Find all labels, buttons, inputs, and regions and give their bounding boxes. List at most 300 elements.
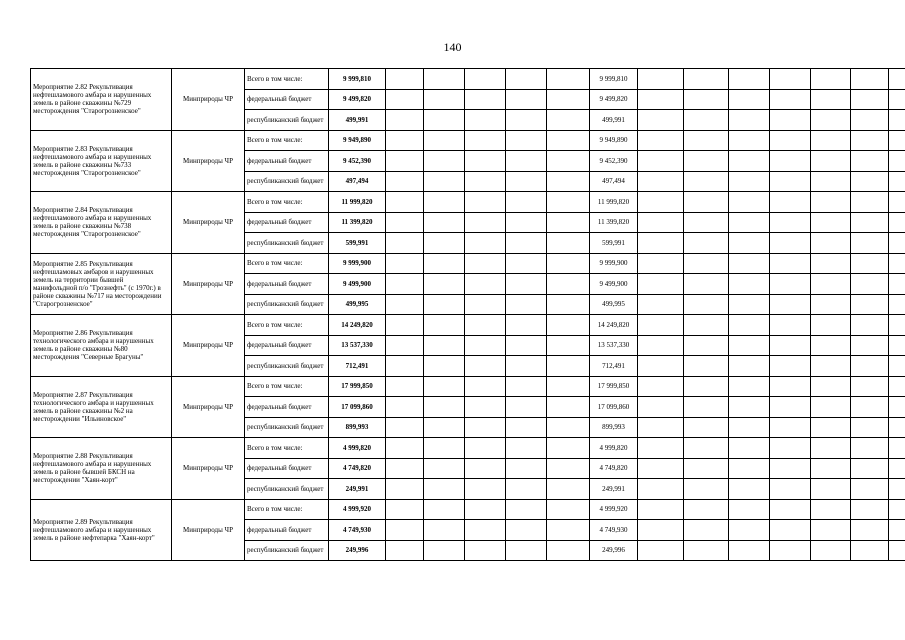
empty-cell xyxy=(506,479,547,500)
empty-cell xyxy=(424,151,465,172)
empty-cell xyxy=(506,397,547,418)
empty-cell xyxy=(465,233,506,254)
empty-cell xyxy=(547,458,590,479)
empty-cell xyxy=(547,376,590,397)
empty-cell xyxy=(424,192,465,213)
funding-source-cell: федеральный бюджет xyxy=(245,520,329,541)
empty-cell xyxy=(547,89,590,110)
empty-cell xyxy=(465,151,506,172)
year-amount-cell: 9 452,390 xyxy=(590,151,638,172)
empty-cell xyxy=(638,69,684,90)
executor-cell: Минприроды ЧР xyxy=(172,253,245,315)
empty-cell xyxy=(638,233,684,254)
empty-cell xyxy=(386,335,424,356)
empty-cell xyxy=(811,376,851,397)
funding-source-cell: федеральный бюджет xyxy=(245,151,329,172)
empty-cell xyxy=(386,171,424,192)
empty-cell xyxy=(889,69,905,90)
empty-cell xyxy=(424,499,465,520)
empty-cell xyxy=(851,417,889,438)
empty-cell xyxy=(889,212,905,233)
empty-cell xyxy=(729,458,770,479)
year-amount-cell: 499,991 xyxy=(590,110,638,131)
funding-source-cell: федеральный бюджет xyxy=(245,397,329,418)
empty-cell xyxy=(811,438,851,459)
empty-cell xyxy=(506,110,547,131)
empty-cell xyxy=(638,274,684,295)
empty-cell xyxy=(506,294,547,315)
empty-cell xyxy=(889,130,905,151)
funding-source-cell: Всего в том числе: xyxy=(245,315,329,336)
empty-cell xyxy=(811,110,851,131)
empty-cell xyxy=(770,438,811,459)
empty-cell xyxy=(684,233,729,254)
empty-cell xyxy=(638,499,684,520)
total-amount-cell: 9 499,900 xyxy=(329,274,386,295)
empty-cell xyxy=(811,89,851,110)
year-amount-cell: 17 099,860 xyxy=(590,397,638,418)
executor-cell: Минприроды ЧР xyxy=(172,438,245,500)
empty-cell xyxy=(547,397,590,418)
empty-cell xyxy=(889,294,905,315)
empty-cell xyxy=(851,89,889,110)
empty-cell xyxy=(638,417,684,438)
empty-cell xyxy=(547,438,590,459)
empty-cell xyxy=(729,151,770,172)
empty-cell xyxy=(465,253,506,274)
empty-cell xyxy=(386,520,424,541)
empty-cell xyxy=(811,397,851,418)
empty-cell xyxy=(851,274,889,295)
empty-cell xyxy=(547,274,590,295)
empty-cell xyxy=(386,540,424,561)
empty-cell xyxy=(851,540,889,561)
total-amount-cell: 4 749,820 xyxy=(329,458,386,479)
funding-source-cell: федеральный бюджет xyxy=(245,89,329,110)
empty-cell xyxy=(684,356,729,377)
table-row xyxy=(31,69,905,90)
empty-cell xyxy=(506,376,547,397)
empty-cell xyxy=(424,540,465,561)
empty-cell xyxy=(770,540,811,561)
empty-cell xyxy=(811,212,851,233)
empty-cell xyxy=(811,192,851,213)
funding-source-cell: федеральный бюджет xyxy=(245,274,329,295)
year-amount-cell: 712,491 xyxy=(590,356,638,377)
empty-cell xyxy=(465,335,506,356)
empty-cell xyxy=(506,438,547,459)
empty-cell xyxy=(424,356,465,377)
empty-cell xyxy=(547,151,590,172)
empty-cell xyxy=(638,171,684,192)
empty-cell xyxy=(684,397,729,418)
empty-cell xyxy=(770,69,811,90)
empty-cell xyxy=(506,89,547,110)
year-amount-cell: 11 399,820 xyxy=(590,212,638,233)
empty-cell xyxy=(684,151,729,172)
empty-cell xyxy=(811,417,851,438)
year-amount-cell: 9 949,890 xyxy=(590,130,638,151)
executor-cell: Минприроды ЧР xyxy=(172,376,245,438)
empty-cell xyxy=(684,110,729,131)
empty-cell xyxy=(770,171,811,192)
empty-cell xyxy=(424,212,465,233)
empty-cell xyxy=(506,458,547,479)
empty-cell xyxy=(465,540,506,561)
empty-cell xyxy=(638,458,684,479)
empty-cell xyxy=(424,438,465,459)
empty-cell xyxy=(684,192,729,213)
empty-cell xyxy=(851,479,889,500)
empty-cell xyxy=(465,69,506,90)
empty-cell xyxy=(811,520,851,541)
table-row xyxy=(31,499,905,520)
event-cell: Мероприятие 2.88 Рекультивация нефтешламового амбара и нарушенных земель в районе бывшей БКСН на месторождении "Хаян-корт" xyxy=(31,438,172,500)
empty-cell xyxy=(386,274,424,295)
empty-cell xyxy=(851,130,889,151)
empty-cell xyxy=(729,540,770,561)
year-amount-cell: 4 999,820 xyxy=(590,438,638,459)
empty-cell xyxy=(386,376,424,397)
funding-source-cell: республиканский бюджет xyxy=(245,294,329,315)
empty-cell xyxy=(889,274,905,295)
table-row xyxy=(31,315,905,336)
empty-cell xyxy=(770,520,811,541)
empty-cell xyxy=(851,192,889,213)
table-row xyxy=(31,192,905,213)
empty-cell xyxy=(729,233,770,254)
empty-cell xyxy=(889,233,905,254)
empty-cell xyxy=(889,151,905,172)
empty-cell xyxy=(729,499,770,520)
empty-cell xyxy=(684,274,729,295)
empty-cell xyxy=(729,294,770,315)
total-amount-cell: 249,996 xyxy=(329,540,386,561)
empty-cell xyxy=(465,356,506,377)
year-amount-cell: 9 499,900 xyxy=(590,274,638,295)
empty-cell xyxy=(684,458,729,479)
empty-cell xyxy=(386,89,424,110)
table-row xyxy=(31,253,905,274)
empty-cell xyxy=(386,253,424,274)
empty-cell xyxy=(424,233,465,254)
empty-cell xyxy=(811,315,851,336)
empty-cell xyxy=(638,520,684,541)
empty-cell xyxy=(465,110,506,131)
empty-cell xyxy=(638,335,684,356)
empty-cell xyxy=(506,130,547,151)
empty-cell xyxy=(424,110,465,131)
empty-cell xyxy=(386,356,424,377)
event-cell: Мероприятие 2.86 Рекультивация технологического амбара и нарушенных земель в районе скважины №80 месторождения "Северные Брагуны" xyxy=(31,315,172,377)
empty-cell xyxy=(770,253,811,274)
empty-cell xyxy=(851,171,889,192)
empty-cell xyxy=(770,479,811,500)
empty-cell xyxy=(465,458,506,479)
empty-cell xyxy=(547,212,590,233)
empty-cell xyxy=(811,458,851,479)
empty-cell xyxy=(547,192,590,213)
empty-cell xyxy=(386,130,424,151)
empty-cell xyxy=(811,69,851,90)
empty-cell xyxy=(638,315,684,336)
event-cell: Мероприятие 2.84 Рекультивация нефтешламового амбара и нарушенных земель в районе скважины №738 месторождения "Старогрозненское" xyxy=(31,192,172,254)
total-amount-cell: 9 452,390 xyxy=(329,151,386,172)
empty-cell xyxy=(889,315,905,336)
empty-cell xyxy=(547,233,590,254)
total-amount-cell: 13 537,330 xyxy=(329,335,386,356)
empty-cell xyxy=(547,335,590,356)
empty-cell xyxy=(424,253,465,274)
year-amount-cell: 9 999,900 xyxy=(590,253,638,274)
empty-cell xyxy=(811,130,851,151)
empty-cell xyxy=(729,376,770,397)
empty-cell xyxy=(889,89,905,110)
empty-cell xyxy=(386,294,424,315)
empty-cell xyxy=(638,192,684,213)
budget-table xyxy=(30,68,905,561)
empty-cell xyxy=(889,376,905,397)
empty-cell xyxy=(386,397,424,418)
executor-cell: Минприроды ЧР xyxy=(172,192,245,254)
empty-cell xyxy=(889,458,905,479)
empty-cell xyxy=(851,520,889,541)
empty-cell xyxy=(889,110,905,131)
empty-cell xyxy=(729,212,770,233)
empty-cell xyxy=(638,540,684,561)
empty-cell xyxy=(684,171,729,192)
empty-cell xyxy=(386,233,424,254)
empty-cell xyxy=(638,376,684,397)
empty-cell xyxy=(770,397,811,418)
empty-cell xyxy=(506,335,547,356)
total-amount-cell: 9 999,900 xyxy=(329,253,386,274)
empty-cell xyxy=(684,376,729,397)
year-amount-cell: 17 999,850 xyxy=(590,376,638,397)
empty-cell xyxy=(506,212,547,233)
empty-cell xyxy=(770,356,811,377)
empty-cell xyxy=(811,294,851,315)
empty-cell xyxy=(638,89,684,110)
empty-cell xyxy=(770,192,811,213)
empty-cell xyxy=(386,417,424,438)
total-amount-cell: 249,991 xyxy=(329,479,386,500)
empty-cell xyxy=(465,171,506,192)
empty-cell xyxy=(506,69,547,90)
empty-cell xyxy=(465,274,506,295)
empty-cell xyxy=(547,171,590,192)
empty-cell xyxy=(638,212,684,233)
executor-cell: Минприроды ЧР xyxy=(172,130,245,192)
funding-source-cell: республиканский бюджет xyxy=(245,171,329,192)
empty-cell xyxy=(547,130,590,151)
empty-cell xyxy=(547,253,590,274)
funding-source-cell: Всего в том числе: xyxy=(245,438,329,459)
empty-cell xyxy=(851,212,889,233)
empty-cell xyxy=(729,479,770,500)
total-amount-cell: 499,991 xyxy=(329,110,386,131)
empty-cell xyxy=(465,294,506,315)
funding-source-cell: Всего в том числе: xyxy=(245,69,329,90)
total-amount-cell: 9 499,820 xyxy=(329,89,386,110)
empty-cell xyxy=(811,479,851,500)
empty-cell xyxy=(811,335,851,356)
empty-cell xyxy=(729,130,770,151)
year-amount-cell: 249,996 xyxy=(590,540,638,561)
empty-cell xyxy=(889,356,905,377)
empty-cell xyxy=(811,499,851,520)
empty-cell xyxy=(424,458,465,479)
empty-cell xyxy=(684,438,729,459)
empty-cell xyxy=(638,130,684,151)
empty-cell xyxy=(684,315,729,336)
funding-source-cell: республиканский бюджет xyxy=(245,356,329,377)
empty-cell xyxy=(851,315,889,336)
year-amount-cell: 4 749,930 xyxy=(590,520,638,541)
empty-cell xyxy=(465,438,506,459)
funding-source-cell: федеральный бюджет xyxy=(245,335,329,356)
empty-cell xyxy=(684,130,729,151)
empty-cell xyxy=(770,110,811,131)
empty-cell xyxy=(729,253,770,274)
empty-cell xyxy=(386,479,424,500)
empty-cell xyxy=(424,274,465,295)
year-amount-cell: 499,995 xyxy=(590,294,638,315)
empty-cell xyxy=(506,151,547,172)
empty-cell xyxy=(889,479,905,500)
empty-cell xyxy=(851,69,889,90)
empty-cell xyxy=(547,69,590,90)
empty-cell xyxy=(386,212,424,233)
empty-cell xyxy=(424,397,465,418)
empty-cell xyxy=(684,479,729,500)
empty-cell xyxy=(889,253,905,274)
year-amount-cell: 4 749,820 xyxy=(590,458,638,479)
empty-cell xyxy=(851,458,889,479)
empty-cell xyxy=(465,417,506,438)
executor-cell: Минприроды ЧР xyxy=(172,69,245,131)
total-amount-cell: 11 399,820 xyxy=(329,212,386,233)
empty-cell xyxy=(684,89,729,110)
empty-cell xyxy=(386,151,424,172)
year-amount-cell: 497,494 xyxy=(590,171,638,192)
empty-cell xyxy=(729,69,770,90)
empty-cell xyxy=(465,376,506,397)
empty-cell xyxy=(506,315,547,336)
empty-cell xyxy=(684,417,729,438)
table-row xyxy=(31,376,905,397)
empty-cell xyxy=(424,69,465,90)
event-cell: Мероприятие 2.83 Рекультивация нефтешламового амбара и нарушенных земель в районе скважины №733 месторождения "Старогрозненское" xyxy=(31,130,172,192)
empty-cell xyxy=(638,356,684,377)
total-amount-cell: 599,991 xyxy=(329,233,386,254)
empty-cell xyxy=(684,520,729,541)
empty-cell xyxy=(770,151,811,172)
empty-cell xyxy=(729,397,770,418)
empty-cell xyxy=(851,356,889,377)
empty-cell xyxy=(506,499,547,520)
empty-cell xyxy=(547,540,590,561)
empty-cell xyxy=(638,479,684,500)
event-cell: Мероприятие 2.82 Рекультивация нефтешламового амбара и нарушенных земель в районе скважины №729 месторождения "Старогрозненское" xyxy=(31,69,172,131)
year-amount-cell: 11 999,820 xyxy=(590,192,638,213)
total-amount-cell: 11 999,820 xyxy=(329,192,386,213)
empty-cell xyxy=(811,171,851,192)
empty-cell xyxy=(547,520,590,541)
empty-cell xyxy=(684,294,729,315)
funding-source-cell: республиканский бюджет xyxy=(245,479,329,500)
empty-cell xyxy=(386,192,424,213)
funding-source-cell: республиканский бюджет xyxy=(245,417,329,438)
empty-cell xyxy=(729,335,770,356)
empty-cell xyxy=(889,171,905,192)
empty-cell xyxy=(851,151,889,172)
empty-cell xyxy=(638,438,684,459)
funding-source-cell: республиканский бюджет xyxy=(245,233,329,254)
empty-cell xyxy=(638,253,684,274)
empty-cell xyxy=(465,212,506,233)
funding-source-cell: федеральный бюджет xyxy=(245,458,329,479)
empty-cell xyxy=(851,499,889,520)
empty-cell xyxy=(770,130,811,151)
empty-cell xyxy=(811,274,851,295)
empty-cell xyxy=(424,376,465,397)
total-amount-cell: 17 999,850 xyxy=(329,376,386,397)
empty-cell xyxy=(424,417,465,438)
empty-cell xyxy=(465,192,506,213)
empty-cell xyxy=(684,540,729,561)
empty-cell xyxy=(889,520,905,541)
empty-cell xyxy=(811,233,851,254)
empty-cell xyxy=(547,499,590,520)
empty-cell xyxy=(547,110,590,131)
empty-cell xyxy=(729,274,770,295)
empty-cell xyxy=(465,130,506,151)
year-amount-cell: 4 999,920 xyxy=(590,499,638,520)
empty-cell xyxy=(684,253,729,274)
empty-cell xyxy=(424,335,465,356)
funding-source-cell: Всего в том числе: xyxy=(245,253,329,274)
empty-cell xyxy=(386,110,424,131)
empty-cell xyxy=(424,89,465,110)
empty-cell xyxy=(638,151,684,172)
total-amount-cell: 14 249,820 xyxy=(329,315,386,336)
empty-cell xyxy=(851,110,889,131)
empty-cell xyxy=(506,171,547,192)
empty-cell xyxy=(386,458,424,479)
empty-cell xyxy=(889,417,905,438)
empty-cell xyxy=(889,335,905,356)
empty-cell xyxy=(770,294,811,315)
total-amount-cell: 899,993 xyxy=(329,417,386,438)
empty-cell xyxy=(729,89,770,110)
empty-cell xyxy=(684,69,729,90)
empty-cell xyxy=(729,315,770,336)
empty-cell xyxy=(729,417,770,438)
year-amount-cell: 9 499,820 xyxy=(590,89,638,110)
empty-cell xyxy=(465,499,506,520)
funding-source-cell: республиканский бюджет xyxy=(245,540,329,561)
empty-cell xyxy=(424,294,465,315)
funding-source-cell: республиканский бюджет xyxy=(245,110,329,131)
executor-cell: Минприроды ЧР xyxy=(172,315,245,377)
empty-cell xyxy=(684,335,729,356)
empty-cell xyxy=(506,540,547,561)
empty-cell xyxy=(547,356,590,377)
empty-cell xyxy=(729,110,770,131)
empty-cell xyxy=(424,520,465,541)
total-amount-cell: 4 749,930 xyxy=(329,520,386,541)
